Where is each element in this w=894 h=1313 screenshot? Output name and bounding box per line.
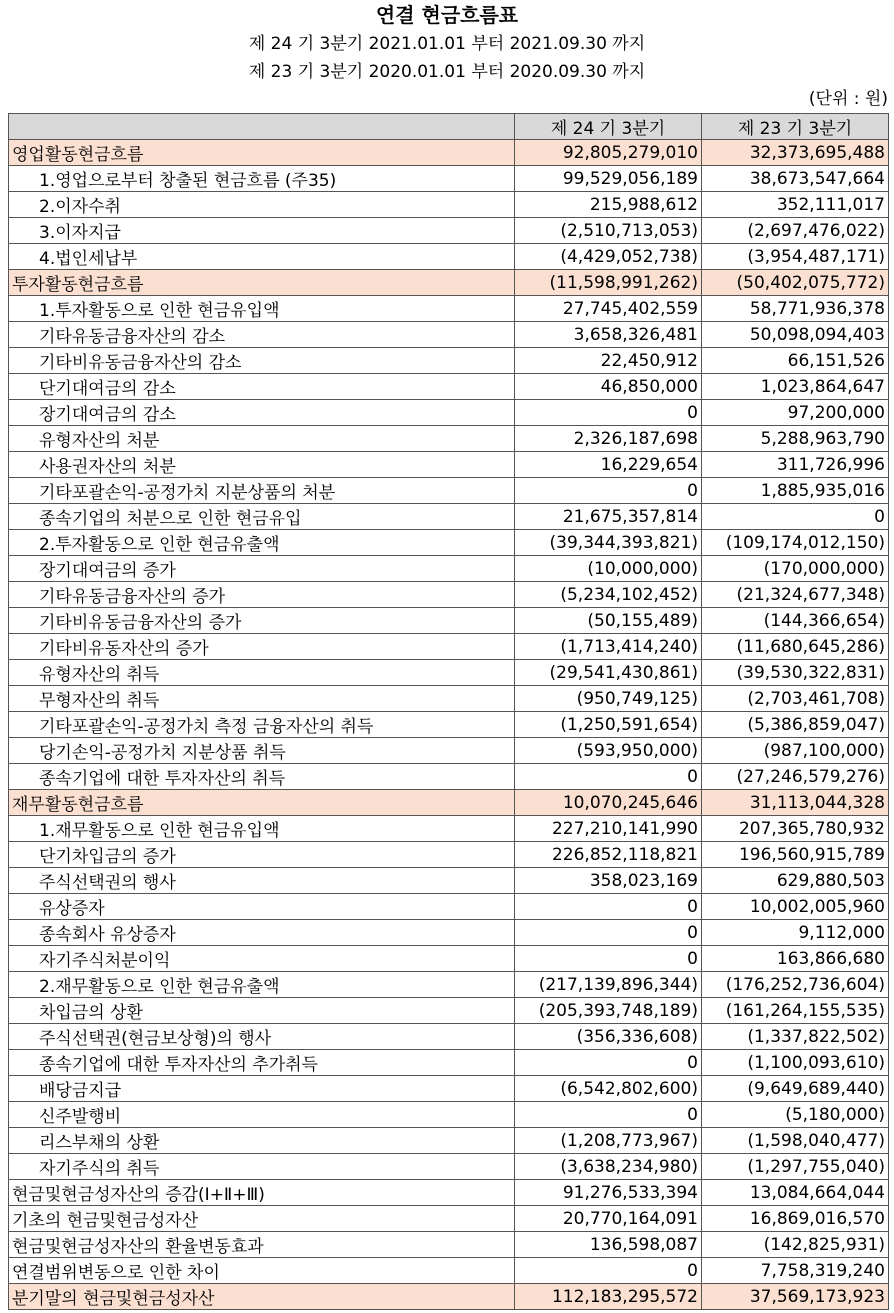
current-value: (2,510,713,053) [515,218,702,244]
table-row [9,946,889,972]
current-value: 10,070,245,646 [515,790,702,816]
current-value: (205,393,748,189) [515,998,702,1024]
current-value: 92,805,279,010 [515,140,702,166]
prior-value: 7,758,319,240 [702,1258,889,1284]
current-value: (29,541,430,861) [515,660,702,686]
row-label: 종속기업에 대한 투자자산의 추가취득 [9,1050,515,1076]
table-row [9,868,889,894]
row-label: 현금및현금성자산의 증감(Ⅰ+Ⅱ+Ⅲ) [9,1180,515,1206]
current-value: 0 [515,894,702,920]
unit-label: (단위 : 원) [808,89,888,109]
table-row [9,1232,889,1258]
row-label: 1.영업으로부터 창출된 현금흐름 (주35) [9,166,515,192]
prior-value: (5,386,859,047) [702,712,889,738]
statement-title: 연결 현금흐름표 [375,3,519,27]
row-label: 기타비유동자산의 증가 [9,634,515,660]
prior-value: 207,365,780,932 [702,816,889,842]
current-value: 22,450,912 [515,348,702,374]
current-value: (6,542,802,600) [515,1076,702,1102]
table-row [9,712,889,738]
table-row [9,1102,889,1128]
period-current: 제 24 기 3분기 2021.01.01 부터 2021.09.30 까지 [248,34,646,54]
prior-value: (2,703,461,708) [702,686,889,712]
table-row [9,478,889,504]
row-label: 재무활동현금흐름 [9,790,515,816]
period-prior: 제 23 기 3분기 2020.01.01 부터 2020.09.30 까지 [248,62,646,82]
table-row [9,556,889,582]
table-row [9,920,889,946]
table-row [9,1284,889,1310]
row-label: 기타유동금융자산의 증가 [9,582,515,608]
prior-value: 1,023,864,647 [702,374,889,400]
prior-value: 66,151,526 [702,348,889,374]
header-label [9,114,515,140]
table-row [9,1154,889,1180]
row-label: 2.재무활동으로 인한 현금유출액 [9,972,515,998]
row-label: 무형자산의 취득 [9,686,515,712]
table-row [9,140,889,166]
table-row [9,764,889,790]
prior-value: 31,113,044,328 [702,790,889,816]
table-row [9,1258,889,1284]
row-label: 1.재무활동으로 인한 현금유입액 [9,816,515,842]
table-row [9,374,889,400]
row-label: 종속기업에 대한 투자자산의 취득 [9,764,515,790]
prior-value: 16,869,016,570 [702,1206,889,1232]
table-header-row [9,114,889,140]
table-row [9,686,889,712]
prior-value: (176,252,736,604) [702,972,889,998]
prior-value: 10,002,005,960 [702,894,889,920]
prior-value: 58,771,936,378 [702,296,889,322]
current-value: 21,675,357,814 [515,504,702,530]
table-row [9,1180,889,1206]
prior-value: 629,880,503 [702,868,889,894]
current-value: 358,023,169 [515,868,702,894]
table-row [9,296,889,322]
table-row [9,582,889,608]
table-row [9,270,889,296]
current-value: 0 [515,1102,702,1128]
current-value: 99,529,056,189 [515,166,702,192]
row-label: 장기대여금의 증가 [9,556,515,582]
current-value: (950,749,125) [515,686,702,712]
row-label: 유형자산의 처분 [9,426,515,452]
table-row [9,998,889,1024]
prior-value: 5,288,963,790 [702,426,889,452]
table-row [9,452,889,478]
row-label: 종속기업의 처분으로 인한 현금유입 [9,504,515,530]
prior-value: 9,112,000 [702,920,889,946]
prior-value: (144,366,654) [702,608,889,634]
prior-value: 163,866,680 [702,946,889,972]
table-row [9,244,889,270]
row-label: 신주발행비 [9,1102,515,1128]
row-label: 당기손익-공정가치 지분상품 취득 [9,738,515,764]
prior-value: 32,373,695,488 [702,140,889,166]
table-row [9,634,889,660]
prior-value: 13,084,664,044 [702,1180,889,1206]
current-value: 20,770,164,091 [515,1206,702,1232]
current-value: 112,183,295,572 [515,1284,702,1310]
prior-value: (170,000,000) [702,556,889,582]
table-row [9,530,889,556]
row-label: 기타비유동금융자산의 증가 [9,608,515,634]
current-value: 46,850,000 [515,374,702,400]
row-label: 3.이자지급 [9,218,515,244]
prior-value: (50,402,075,772) [702,270,889,296]
prior-value: 37,569,173,923 [702,1284,889,1310]
prior-value: (142,825,931) [702,1232,889,1258]
table-row [9,608,889,634]
row-label: 기타비유동금융자산의 감소 [9,348,515,374]
current-value: (1,208,773,967) [515,1128,702,1154]
row-label: 현금및현금성자산의 환율변동효과 [9,1232,515,1258]
table-row [9,972,889,998]
row-label: 배당금지급 [9,1076,515,1102]
current-value: 3,658,326,481 [515,322,702,348]
row-label: 유상증자 [9,894,515,920]
row-label: 2.투자활동으로 인한 현금유출액 [9,530,515,556]
row-label: 기타유동금융자산의 감소 [9,322,515,348]
prior-value: 311,726,996 [702,452,889,478]
table-row [9,1206,889,1232]
header-current-period: 제 24 기 3분기 [515,114,702,140]
header-prior-period: 제 23 기 3분기 [702,114,889,140]
table-row [9,1076,889,1102]
current-value: (217,139,896,344) [515,972,702,998]
current-value: 0 [515,1050,702,1076]
prior-value: 196,560,915,789 [702,842,889,868]
prior-value: (9,649,689,440) [702,1076,889,1102]
current-value: (1,250,591,654) [515,712,702,738]
table-row [9,1128,889,1154]
table-row [9,348,889,374]
prior-value: 1,885,935,016 [702,478,889,504]
current-value: 0 [515,920,702,946]
table-row [9,400,889,426]
row-label: 2.이자수취 [9,192,515,218]
table-row [9,1050,889,1076]
row-label: 기타포괄손익-공정가치 측정 금융자산의 취득 [9,712,515,738]
row-label: 자기주식처분이익 [9,946,515,972]
current-value: 91,276,533,394 [515,1180,702,1206]
row-label: 연결범위변동으로 인한 차이 [9,1258,515,1284]
row-label: 단기대여금의 감소 [9,374,515,400]
prior-value: (27,246,579,276) [702,764,889,790]
current-value: (5,234,102,452) [515,582,702,608]
table-row [9,1024,889,1050]
table-row [9,504,889,530]
prior-value: (11,680,645,286) [702,634,889,660]
current-value: 0 [515,946,702,972]
row-label: 1.투자활동으로 인한 현금유입액 [9,296,515,322]
row-label: 주식선택권(현금보상형)의 행사 [9,1024,515,1050]
row-label: 장기대여금의 감소 [9,400,515,426]
current-value: (356,336,608) [515,1024,702,1050]
table-row [9,790,889,816]
row-label: 분기말의 현금및현금성자산 [9,1284,515,1310]
current-value: 226,852,118,821 [515,842,702,868]
row-label: 기초의 현금및현금성자산 [9,1206,515,1232]
table-row [9,322,889,348]
row-label: 주식선택권의 행사 [9,868,515,894]
current-value: (593,950,000) [515,738,702,764]
current-value: 136,598,087 [515,1232,702,1258]
current-value: 0 [515,1258,702,1284]
prior-value: (1,297,755,040) [702,1154,889,1180]
prior-value: (109,174,012,150) [702,530,889,556]
prior-value: (1,337,822,502) [702,1024,889,1050]
current-value: 27,745,402,559 [515,296,702,322]
current-value: (39,344,393,821) [515,530,702,556]
table-row [9,426,889,452]
table-row [9,218,889,244]
table-row [9,894,889,920]
current-value: (50,155,489) [515,608,702,634]
prior-value: (1,598,040,477) [702,1128,889,1154]
table-row [9,660,889,686]
prior-value: 50,098,094,403 [702,322,889,348]
cash-flow-table [8,113,889,1310]
row-label: 사용권자산의 처분 [9,452,515,478]
prior-value: 0 [702,504,889,530]
row-label: 투자활동현금흐름 [9,270,515,296]
row-label: 차입금의 상환 [9,998,515,1024]
current-value: 215,988,612 [515,192,702,218]
current-value: (3,638,234,980) [515,1154,702,1180]
current-value: (11,598,991,262) [515,270,702,296]
prior-value: 352,111,017 [702,192,889,218]
row-label: 기타포괄손익-공정가치 지분상품의 처분 [9,478,515,504]
prior-value: 38,673,547,664 [702,166,889,192]
row-label: 자기주식의 취득 [9,1154,515,1180]
current-value: 2,326,187,698 [515,426,702,452]
prior-value: (3,954,487,171) [702,244,889,270]
table-row [9,738,889,764]
row-label: 종속회사 유상증자 [9,920,515,946]
prior-value: (21,324,677,348) [702,582,889,608]
current-value: 227,210,141,990 [515,816,702,842]
table-row [9,166,889,192]
current-value: (4,429,052,738) [515,244,702,270]
current-value: 16,229,654 [515,452,702,478]
prior-value: (161,264,155,535) [702,998,889,1024]
prior-value: 97,200,000 [702,400,889,426]
table-row [9,192,889,218]
current-value: 0 [515,764,702,790]
table-row [9,816,889,842]
prior-value: (5,180,000) [702,1102,889,1128]
row-label: 영업활동현금흐름 [9,140,515,166]
prior-value: (2,697,476,022) [702,218,889,244]
current-value: (10,000,000) [515,556,702,582]
prior-value: (39,530,322,831) [702,660,889,686]
current-value: 0 [515,400,702,426]
prior-value: (987,100,000) [702,738,889,764]
current-value: (1,713,414,240) [515,634,702,660]
row-label: 리스부채의 상환 [9,1128,515,1154]
table-row [9,842,889,868]
current-value: 0 [515,478,702,504]
row-label: 단기차입금의 증가 [9,842,515,868]
row-label: 유형자산의 취득 [9,660,515,686]
prior-value: (1,100,093,610) [702,1050,889,1076]
row-label: 4.법인세납부 [9,244,515,270]
